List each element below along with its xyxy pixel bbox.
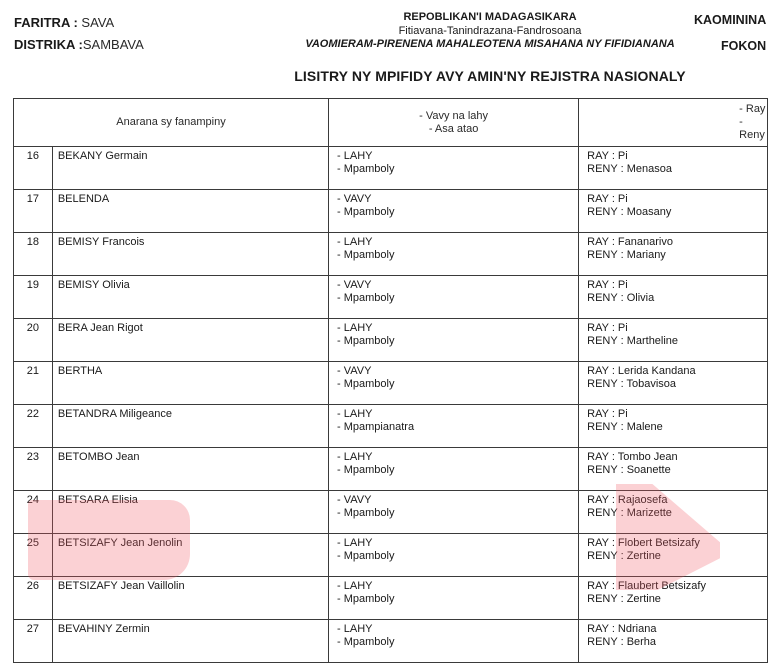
table-row	[14, 233, 768, 276]
row-number: 25	[14, 534, 53, 577]
job-value: - Mpamboly	[337, 378, 395, 390]
mother-value: RENY : Zertine	[587, 550, 661, 562]
sex-value: - VAVY	[337, 494, 372, 506]
father-value: RAY : Flaubert Betsizafy	[587, 580, 706, 592]
voter-name: BETOMBO Jean	[52, 448, 328, 491]
job-value: - Mpamboly	[337, 292, 395, 304]
header-sex-job	[329, 99, 579, 147]
voter-list-table	[13, 98, 768, 663]
sex-value: - LAHY	[337, 451, 373, 463]
job-value: - Mpamboly	[337, 593, 395, 605]
voter-name: BEKANY Germain	[52, 147, 328, 190]
father-value: RAY : Pi	[587, 408, 628, 420]
sex-value: - VAVY	[337, 365, 372, 377]
sex-job-cell	[329, 233, 579, 276]
voter-name: BEMISY Olivia	[52, 276, 328, 319]
sex-job-cell	[329, 577, 579, 620]
father-value: RAY : Pi	[587, 150, 628, 162]
job-value: - Mpamboly	[337, 464, 395, 476]
father-value: RAY : Ndriana	[587, 623, 657, 635]
mother-value: RENY : Malene	[587, 421, 663, 433]
header-parents	[579, 99, 768, 147]
parents-cell	[579, 534, 768, 577]
father-value: RAY : Tombo Jean	[587, 451, 678, 463]
sex-value: - LAHY	[337, 150, 373, 162]
sex-job-cell	[329, 405, 579, 448]
faritra-value: SAVA	[81, 15, 115, 30]
table-header-row	[14, 99, 768, 147]
header-father-text: - Ray	[739, 103, 766, 115]
parents-cell	[579, 405, 768, 448]
father-value: RAY : Pi	[587, 279, 628, 291]
distrika-value: SAMBAVA	[82, 37, 144, 52]
parents-cell	[579, 620, 768, 663]
mother-value: RENY : Soanette	[587, 464, 671, 476]
table-row	[14, 577, 768, 620]
sex-job-cell	[329, 362, 579, 405]
sex-value: - LAHY	[337, 580, 373, 592]
sex-job-cell	[329, 491, 579, 534]
voter-name: BETSARA Elisia	[52, 491, 328, 534]
table-row	[14, 620, 768, 663]
table-row	[14, 362, 768, 405]
voter-name: BETSIZAFY Jean Jenolin	[52, 534, 328, 577]
sex-job-cell	[329, 620, 579, 663]
parents-cell	[579, 491, 768, 534]
table-row	[14, 405, 768, 448]
table-row	[14, 491, 768, 534]
sex-job-cell	[329, 534, 579, 577]
row-number: 18	[14, 233, 53, 276]
mother-value: RENY : Zertine	[587, 593, 661, 605]
mother-value: RENY : Marizette	[587, 507, 672, 519]
table-row	[14, 147, 768, 190]
job-value: - Mpamboly	[337, 335, 395, 347]
voter-name: BEMISY Francois	[52, 233, 328, 276]
father-value: RAY : Rajaosefa	[587, 494, 668, 506]
sex-job-cell	[329, 448, 579, 491]
row-number: 24	[14, 491, 53, 534]
job-value: - Mpampianatra	[337, 421, 415, 433]
father-value: RAY : Flobert Betsizafy	[587, 537, 700, 549]
row-number: 27	[14, 620, 53, 663]
row-number: 16	[14, 147, 53, 190]
mother-value: RENY : Berha	[587, 636, 657, 648]
faritra-line	[14, 12, 144, 34]
mother-value: RENY : Menasoa	[587, 163, 672, 175]
table-row	[14, 276, 768, 319]
parents-cell	[579, 276, 768, 319]
job-value: - Mpamboly	[337, 206, 395, 218]
republic-name: REPOBLIKAN'I MADAGASIKARA	[403, 11, 577, 23]
sex-value: - VAVY	[337, 193, 372, 205]
parents-cell	[579, 190, 768, 233]
parents-cell	[579, 147, 768, 190]
sex-job-cell	[329, 147, 579, 190]
sex-value: - LAHY	[337, 322, 373, 334]
row-number: 26	[14, 577, 53, 620]
job-value: - Mpamboly	[337, 163, 395, 175]
mother-value: RENY : Mariany	[587, 249, 666, 261]
sex-job-cell	[329, 319, 579, 362]
sex-value: - LAHY	[337, 408, 373, 420]
parents-cell	[579, 577, 768, 620]
sex-job-cell	[329, 276, 579, 319]
commission-name: VAOMIERAM-PIRENENA MAHALEOTENA MISAHANA NY FIFIDIANANA	[305, 38, 675, 50]
father-value: RAY : Fananarivo	[587, 236, 673, 248]
document-title: LISITRY NY MPIFIDY AVY AMIN'NY REJISTRA NASIONALY	[294, 68, 686, 84]
mother-value: RENY : Moasany	[587, 206, 672, 218]
row-number: 22	[14, 405, 53, 448]
table-row	[14, 190, 768, 233]
distrika-label: DISTRIKA :	[14, 37, 83, 52]
header-sex-text: - Vavy na lahy	[419, 109, 489, 122]
job-value: - Mpamboly	[337, 636, 395, 648]
faritra-label: FARITRA :	[14, 15, 78, 30]
sex-value: - LAHY	[337, 537, 373, 549]
sex-value: - VAVY	[337, 279, 372, 291]
sex-value: - LAHY	[337, 623, 373, 635]
parents-cell	[579, 319, 768, 362]
parents-cell	[579, 448, 768, 491]
mother-value: RENY : Tobavisoa	[587, 378, 677, 390]
voter-name: BEVAHINY Zermin	[52, 620, 328, 663]
job-value: - Mpamboly	[337, 249, 395, 261]
table-row	[14, 319, 768, 362]
parents-cell	[579, 233, 768, 276]
table-row	[14, 448, 768, 491]
mother-value: RENY : Olivia	[587, 292, 655, 304]
job-value: - Mpamboly	[337, 507, 395, 519]
row-number: 23	[14, 448, 53, 491]
row-number: 21	[14, 362, 53, 405]
voter-name: BELENDA	[52, 190, 328, 233]
row-number: 17	[14, 190, 53, 233]
header-mother-text: - Reny	[739, 116, 765, 141]
parents-cell	[579, 362, 768, 405]
voter-name: BERA Jean Rigot	[52, 319, 328, 362]
row-number: 20	[14, 319, 53, 362]
header-job-text: - Asa atao	[428, 122, 479, 135]
row-number: 19	[14, 276, 53, 319]
fokontany-label: FOKON	[721, 39, 767, 53]
header-name	[14, 99, 329, 147]
header-name-text: Anarana sy fanampiny	[116, 116, 226, 128]
table-row	[14, 534, 768, 577]
voter-name: BETSIZAFY Jean Vaillolin	[52, 577, 328, 620]
father-value: RAY : Pi	[587, 193, 628, 205]
voter-name: BERTHA	[52, 362, 328, 405]
region-district-block	[14, 12, 144, 56]
distrika-line	[14, 34, 144, 56]
father-value: RAY : Pi	[587, 322, 628, 334]
job-value: - Mpamboly	[337, 550, 395, 562]
voter-name: BETANDRA Miligeance	[52, 405, 328, 448]
kaominina-label: KAOMININA	[694, 13, 767, 27]
father-value: RAY : Lerida Kandana	[587, 365, 696, 377]
national-motto: Fitiavana-Tanindrazana-Fandrosoana	[398, 24, 582, 37]
sex-job-cell	[329, 190, 579, 233]
sex-value: - LAHY	[337, 236, 373, 248]
official-header	[290, 11, 690, 52]
mother-value: RENY : Martheline	[587, 335, 679, 347]
